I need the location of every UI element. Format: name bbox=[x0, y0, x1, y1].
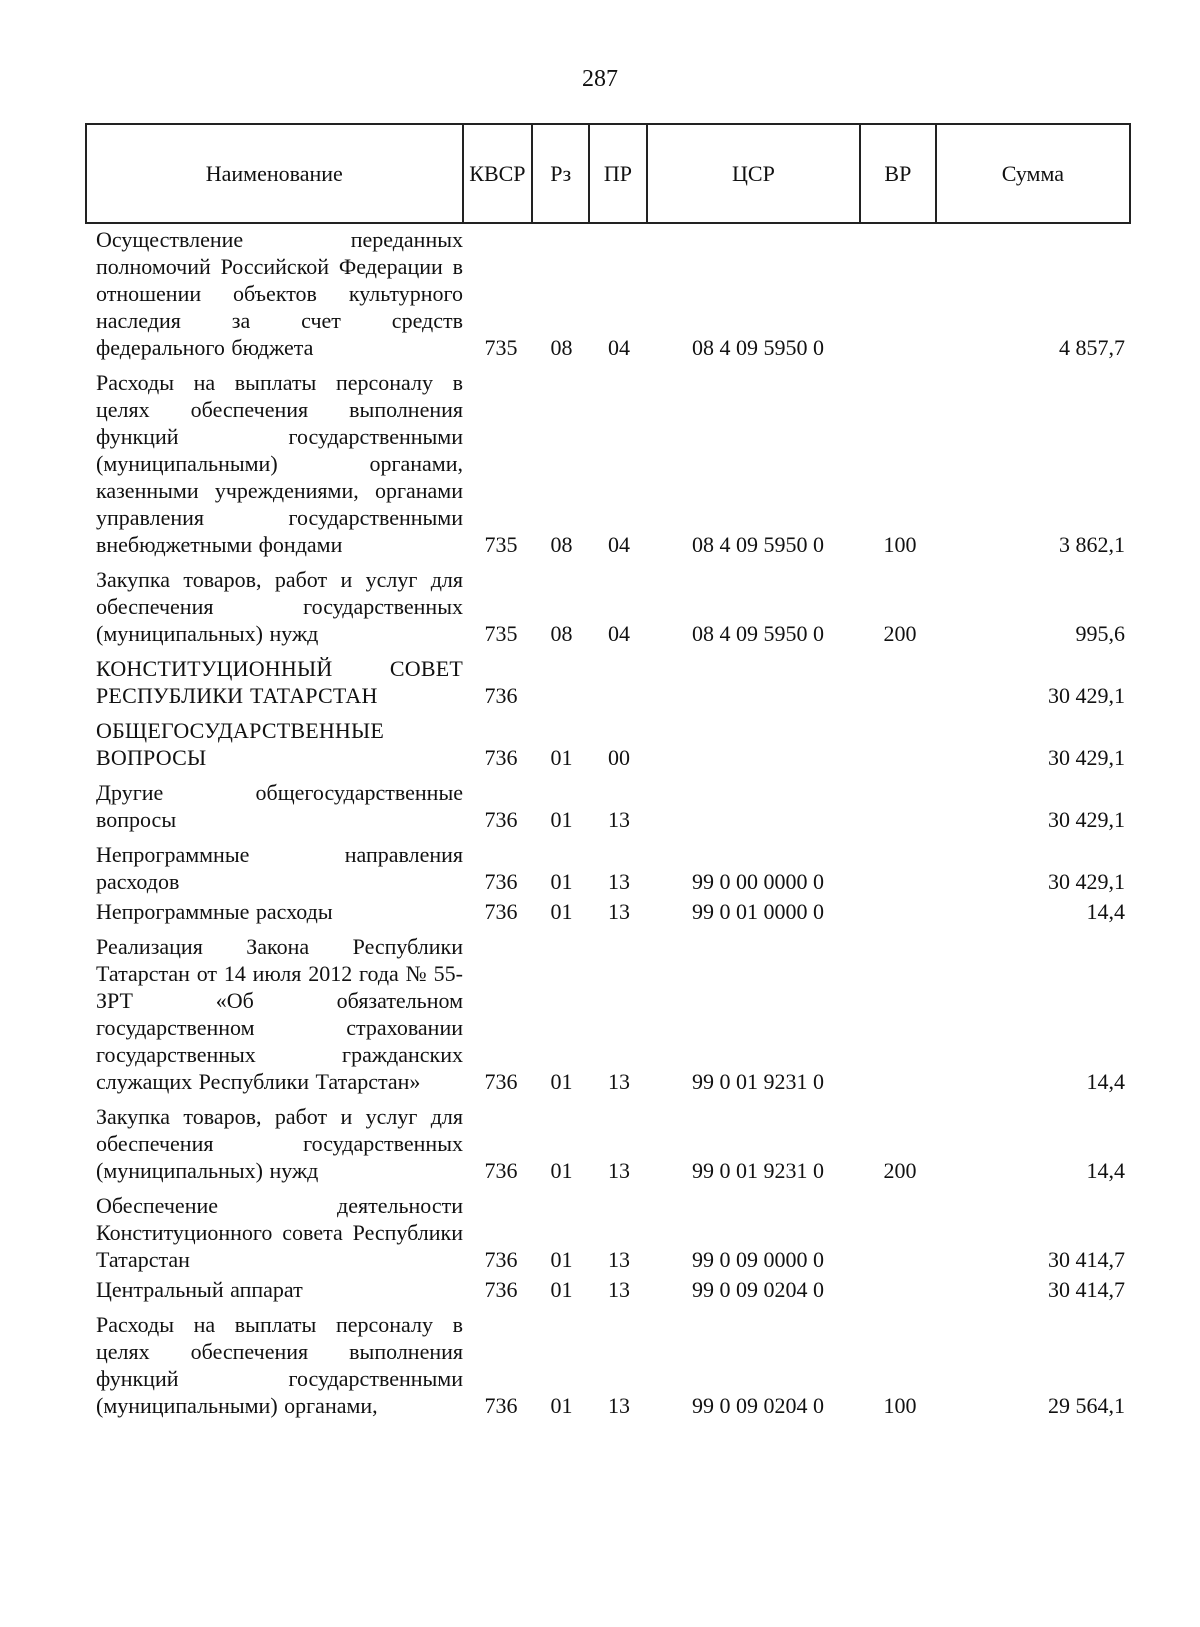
row-pr: 04 bbox=[608, 621, 630, 646]
row-pr: 13 bbox=[608, 899, 630, 924]
row-csr: 99 0 01 0000 0 bbox=[692, 899, 824, 924]
row-kvsr: 735 bbox=[484, 532, 518, 557]
row-kvsr: 735 bbox=[484, 621, 518, 646]
row-name: Обеспечение деятельности Конституционного совета Республики Татарстан bbox=[96, 1193, 463, 1272]
row-name: Реализация Закона Республики Татарстан от 14 июля 2012 года № 55-ЗРТ «Об обязательном государственном страховании государственных гражданских служащих Республики Татарстан» bbox=[96, 934, 463, 1094]
table-row bbox=[85, 1103, 1131, 1184]
row-name: Осуществление переданных полномочий Российской Федерации в отношении объектов культурного наследия за счет средств федерального бюджета bbox=[96, 227, 463, 360]
row-rz: 08 bbox=[550, 532, 573, 557]
row-pr: 00 bbox=[608, 745, 630, 770]
table-row bbox=[85, 779, 1131, 833]
row-csr: 99 0 00 0000 0 bbox=[692, 869, 824, 894]
row-sum: 29 564,1 bbox=[1048, 1393, 1125, 1418]
row-name: Непрограммные расходы bbox=[96, 899, 333, 924]
row-pr: 13 bbox=[608, 1158, 630, 1183]
row-kvsr: 736 bbox=[484, 1393, 518, 1418]
row-name: Закупка товаров, работ и услуг для обеспечения государственных (муниципальных) нужд bbox=[96, 1104, 463, 1183]
row-name: Закупка товаров, работ и услуг для обеспечения государственных (муниципальных) нужд bbox=[96, 567, 463, 646]
row-sum: 30 429,1 bbox=[1048, 869, 1125, 894]
row-sum: 4 857,7 bbox=[1059, 335, 1125, 360]
row-sum: 30 429,1 bbox=[1048, 683, 1125, 708]
row-name: Другие общегосударственные вопросы bbox=[96, 780, 463, 832]
row-pr: 13 bbox=[608, 1069, 630, 1094]
row-kvsr: 736 bbox=[484, 1247, 518, 1272]
row-rz: 01 bbox=[550, 1069, 573, 1094]
row-csr: 99 0 09 0000 0 bbox=[692, 1247, 824, 1272]
row-name: КОНСТИТУЦИОННЫЙ СОВЕТ РЕСПУБЛИКИ ТАТАРСТАН bbox=[96, 656, 463, 708]
row-csr: 99 0 09 0204 0 bbox=[692, 1277, 824, 1302]
header-name: Наименование bbox=[87, 125, 464, 222]
table-row bbox=[85, 566, 1131, 647]
row-sum: 3 862,1 bbox=[1059, 532, 1125, 557]
row-kvsr: 736 bbox=[484, 899, 518, 924]
header-vr: ВР bbox=[861, 125, 937, 222]
header-sum: Сумма bbox=[1001, 160, 1065, 186]
row-vr: 200 bbox=[883, 621, 917, 646]
table-body bbox=[85, 226, 1131, 1419]
row-sum: 14,4 bbox=[1086, 1158, 1125, 1183]
page-number: 287 bbox=[582, 66, 618, 92]
row-kvsr: 736 bbox=[484, 807, 518, 832]
row-rz: 01 bbox=[550, 869, 573, 894]
row-vr: 200 bbox=[883, 1158, 917, 1183]
row-sum: 14,4 bbox=[1086, 1069, 1125, 1094]
row-pr: 13 bbox=[608, 869, 630, 894]
row-rz: 01 bbox=[550, 1247, 573, 1272]
row-csr: 99 0 09 0204 0 bbox=[692, 1393, 824, 1418]
table-header bbox=[85, 123, 1131, 224]
row-rz: 01 bbox=[550, 807, 573, 832]
row-csr: 08 4 09 5950 0 bbox=[692, 335, 824, 360]
header-kvsr: КВСР bbox=[464, 125, 534, 222]
row-name: Расходы на выплаты персоналу в целях обеспечения выполнения функций государственными (муниципальными) органами, bbox=[96, 1312, 463, 1418]
row-csr: 99 0 01 9231 0 bbox=[692, 1158, 824, 1183]
row-kvsr: 736 bbox=[484, 869, 518, 894]
table-row bbox=[85, 717, 1131, 771]
row-name: Непрограммные направления расходов bbox=[96, 842, 463, 894]
row-vr: 100 bbox=[883, 532, 917, 557]
row-pr: 13 bbox=[608, 1277, 630, 1302]
header-rz: Рз bbox=[533, 125, 590, 222]
table-row bbox=[85, 1192, 1131, 1273]
table-row bbox=[85, 933, 1131, 1095]
row-csr: 08 4 09 5950 0 bbox=[692, 532, 824, 557]
row-pr: 13 bbox=[608, 807, 630, 832]
row-sum: 30 429,1 bbox=[1048, 807, 1125, 832]
row-kvsr: 736 bbox=[484, 1069, 518, 1094]
row-sum: 30 414,7 bbox=[1048, 1247, 1125, 1272]
row-name: ОБЩЕГОСУДАРСТВЕННЫЕ ВОПРОСЫ bbox=[96, 718, 385, 770]
row-rz: 08 bbox=[550, 335, 573, 360]
table-row bbox=[85, 898, 1131, 925]
row-kvsr: 736 bbox=[484, 1158, 518, 1183]
row-sum: 30 414,7 bbox=[1048, 1277, 1125, 1302]
row-kvsr: 736 bbox=[484, 683, 518, 708]
row-pr: 04 bbox=[608, 335, 630, 360]
row-rz: 01 bbox=[550, 745, 573, 770]
row-name: Центральный аппарат bbox=[96, 1277, 303, 1302]
row-name: Расходы на выплаты персоналу в целях обеспечения выполнения функций государственными (муниципальными) органами, казенными учреждениями, органами управления государственными внебюджетными фондами bbox=[96, 370, 463, 557]
row-kvsr: 736 bbox=[484, 745, 518, 770]
row-csr: 08 4 09 5950 0 bbox=[692, 621, 824, 646]
row-pr: 13 bbox=[608, 1393, 630, 1418]
header-csr: ЦСР bbox=[648, 125, 861, 222]
row-rz: 01 bbox=[550, 1277, 573, 1302]
row-kvsr: 736 bbox=[484, 1277, 518, 1302]
row-rz: 01 bbox=[550, 1393, 573, 1418]
row-rz: 08 bbox=[550, 621, 573, 646]
header-pr: ПР bbox=[590, 125, 648, 222]
table-row bbox=[85, 655, 1131, 709]
row-sum: 14,4 bbox=[1086, 899, 1125, 924]
row-sum: 30 429,1 bbox=[1048, 745, 1125, 770]
table-row bbox=[85, 369, 1131, 558]
row-csr: 99 0 01 9231 0 bbox=[692, 1069, 824, 1094]
table-row bbox=[85, 1311, 1131, 1419]
row-rz: 01 bbox=[550, 1158, 573, 1183]
table-row bbox=[85, 841, 1131, 895]
row-rz: 01 bbox=[550, 899, 573, 924]
row-kvsr: 735 bbox=[484, 335, 518, 360]
row-pr: 13 bbox=[608, 1247, 630, 1272]
table-row bbox=[85, 226, 1131, 361]
row-pr: 04 bbox=[608, 532, 630, 557]
row-sum: 995,6 bbox=[1075, 621, 1125, 646]
table-row bbox=[85, 1276, 1131, 1303]
row-vr: 100 bbox=[883, 1393, 917, 1418]
